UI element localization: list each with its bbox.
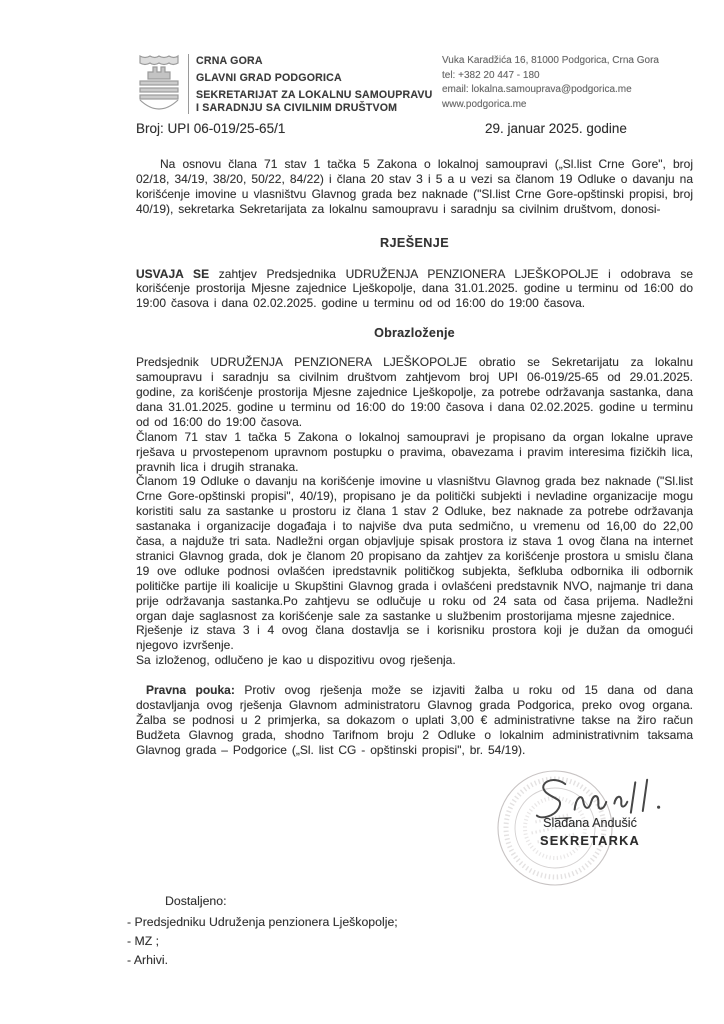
contact-email: email: lokalna.samouprava@podgorica.me xyxy=(442,84,632,96)
signatory-name: Slađana Andušić xyxy=(543,816,637,830)
explanation-heading: Obrazloženje xyxy=(374,326,455,341)
reference-number: Broj: UPI 06-019/25-65/1 xyxy=(136,121,286,136)
contact-block xyxy=(442,52,694,112)
issuing-authority xyxy=(196,52,433,114)
document-date: 29. januar 2025. godine xyxy=(485,121,627,136)
document-title: RJEŠENJE xyxy=(380,235,449,250)
signatory-title: SEKRETARKA xyxy=(540,833,640,848)
disposition-text: zahtjev Predsjednika UDRUŽENJA PENZIONERA LJEŠKOPOLJE i odobrava se korišćenje prostorija Mjesne zajednice Lješkopolje, dana 31.01.2025. godine u terminu od 16:00 do 19:00 časova i dana 02.02.2025. godine u terminu od od 16:00 do 19:00 časova. xyxy=(136,266,693,311)
distribution-item: - MZ ; xyxy=(127,934,160,948)
distribution-item: - Predsjedniku Udruženja penzionera Lješkopolje; xyxy=(127,915,398,929)
letterhead-left xyxy=(136,52,433,118)
explanation-paragraph: Sa izloženog, odlučeno je kao u dispozitivu ovog rješenja. xyxy=(136,653,456,668)
document-body xyxy=(136,157,693,758)
legal-remedy-paragraph xyxy=(136,683,693,758)
org-city: GLAVNI GRAD PODGORICA xyxy=(196,72,342,84)
explanation-paragraph: Članom 19 Odluke o davanju na korišćenje imovine u vlasništvu Glavnog grada bez naknade ("Sl.list Crne Gore-opštinski propisi", 40/19), propisano je da politički subjekti i nevladine organizacije mogu koristiti salu za sastanke u prostoru iz člana 1 stav 2 Odluke, bez naknade za potrebe održavanja sastanaka i organizacije događaja i to najviše dva puta sedmično, u vremenu od 16,00 do 22,00 časa, a najduže tri sata. Nadležni organ objavljuje spisak prostora iz stava 1 ovog člana na internet stranici Glavnog grada, dok je članom 20 propisano da zahtjev za korišćenje prostora u smislu člana 19 ove odluke podnosi ovlašćen ipredstavnik političkog subjekta, šefkluba odbornika ili odbornik političke partije ili koalicije u Skupštini Glavnog grada i ovlašćeni predstavnik NVO, najmanje tri dana prije održavanja sastanka.Po zahtjevu se odlučuje u roku od 24 sata od časa prijema. Nadležni organ daje saglasnost za korišćenje sale za sastanke u službenim prostorijama mjesne zajednice. xyxy=(136,474,693,623)
distribution-item: - Arhivi. xyxy=(127,953,168,967)
legal-remedy-text: Protiv ovog rješenja može se izjaviti žalba u roku od 15 dana od dana dostavljanja ovog rješenja Glavnom administratoru Glavnog grada Podgorica, preko ovog organa. Žalba se podnosi u 2 primjerka, sa dokazom o uplati 3,00 € administrativne takse na žiro račun Budžeta Glavnog grada, shodno Tarifnom broju 2 Odluke o lokalnim administrativnim taksama Glavnog grada – Podgorice („Sl. list CG - opštinski propisi", br. 54/19). xyxy=(136,683,694,757)
disposition-lead: USVAJA SE xyxy=(136,266,210,281)
signature-block xyxy=(475,770,705,848)
explanation-paragraph: Predsjednik UDRUŽENJA PENZIONERA LJEŠKOPOLJE obratio se Sekretarijatu za lokalnu samoupravu i saradnju sa civilnim društvom zahtjevom broj UPI 06-019/25-65 od 29.01.2025. godine, za korišćenje prostorija Mjesne zajednice Lješkopolje, za potrebe održavanja sastanka, dana dana 31.01.2025. godine u terminu od 16:00 do 19:00 časova i dana 02.02.2025. godine u terminu od od 16:00 do 19:00 časova. xyxy=(136,355,693,429)
explanation-paragraph: Rješenje iz stava 3 i 4 ovog člana dostavlja se i korisniku prostora koji je dužan da omogući njegovo izvršenje. xyxy=(136,623,693,653)
letterhead xyxy=(136,52,694,118)
contact-phone: tel: +382 20 447 - 180 xyxy=(442,69,540,81)
podgorica-coat-of-arms-icon xyxy=(136,52,182,118)
legal-basis-paragraph: Na osnovu člana 71 stav 1 tačka 5 Zakona o lokalnoj samoupravi („Sl.list Crne Gore", broj 02/18, 34/19, 38/20, 50/22, 84/22) i člana 20 stav 3 i 5 a u vezi sa članom 19 Odluke o davanju na korišćenje imovine u vlasništvu Glavnog grada bez naknade ("Sl.list Crne Gore-opštinski propisi, broj 40/19), sekretarka Sekretarijata za lokalnu samoupravu i saradnju sa civilnim društvom, donosi- xyxy=(136,157,693,216)
legal-remedy-lead: Pravna pouka: xyxy=(146,683,235,698)
distribution-heading: Dostaljeno: xyxy=(165,894,227,908)
org-department-line2: I SARADNJU SA CIVILNIM DRUŠTVOM xyxy=(196,101,398,114)
contact-website: www.podgorica.me xyxy=(442,98,527,110)
disposition-paragraph xyxy=(136,267,693,312)
contact-address: Vuka Karadžića 16, 81000 Podgorica, Crna Gora xyxy=(442,55,659,66)
org-department-line1: SEKRETARIJAT ZA LOKALNU SAMOUPRAVU xyxy=(196,89,433,101)
explanation-paragraph: Članom 71 stav 1 tačka 5 Zakona o lokalnoj samoupravi je propisano da organ lokalne uprave rješava u prvostepenom upravnom postupku o pravima, obavezama i pravim interesima fizičkih lica, pravnih lica i drugih stranaka. xyxy=(136,429,693,474)
letterhead-divider xyxy=(188,54,189,114)
org-country: CRNA GORA xyxy=(196,55,263,67)
distribution-list xyxy=(127,892,398,970)
